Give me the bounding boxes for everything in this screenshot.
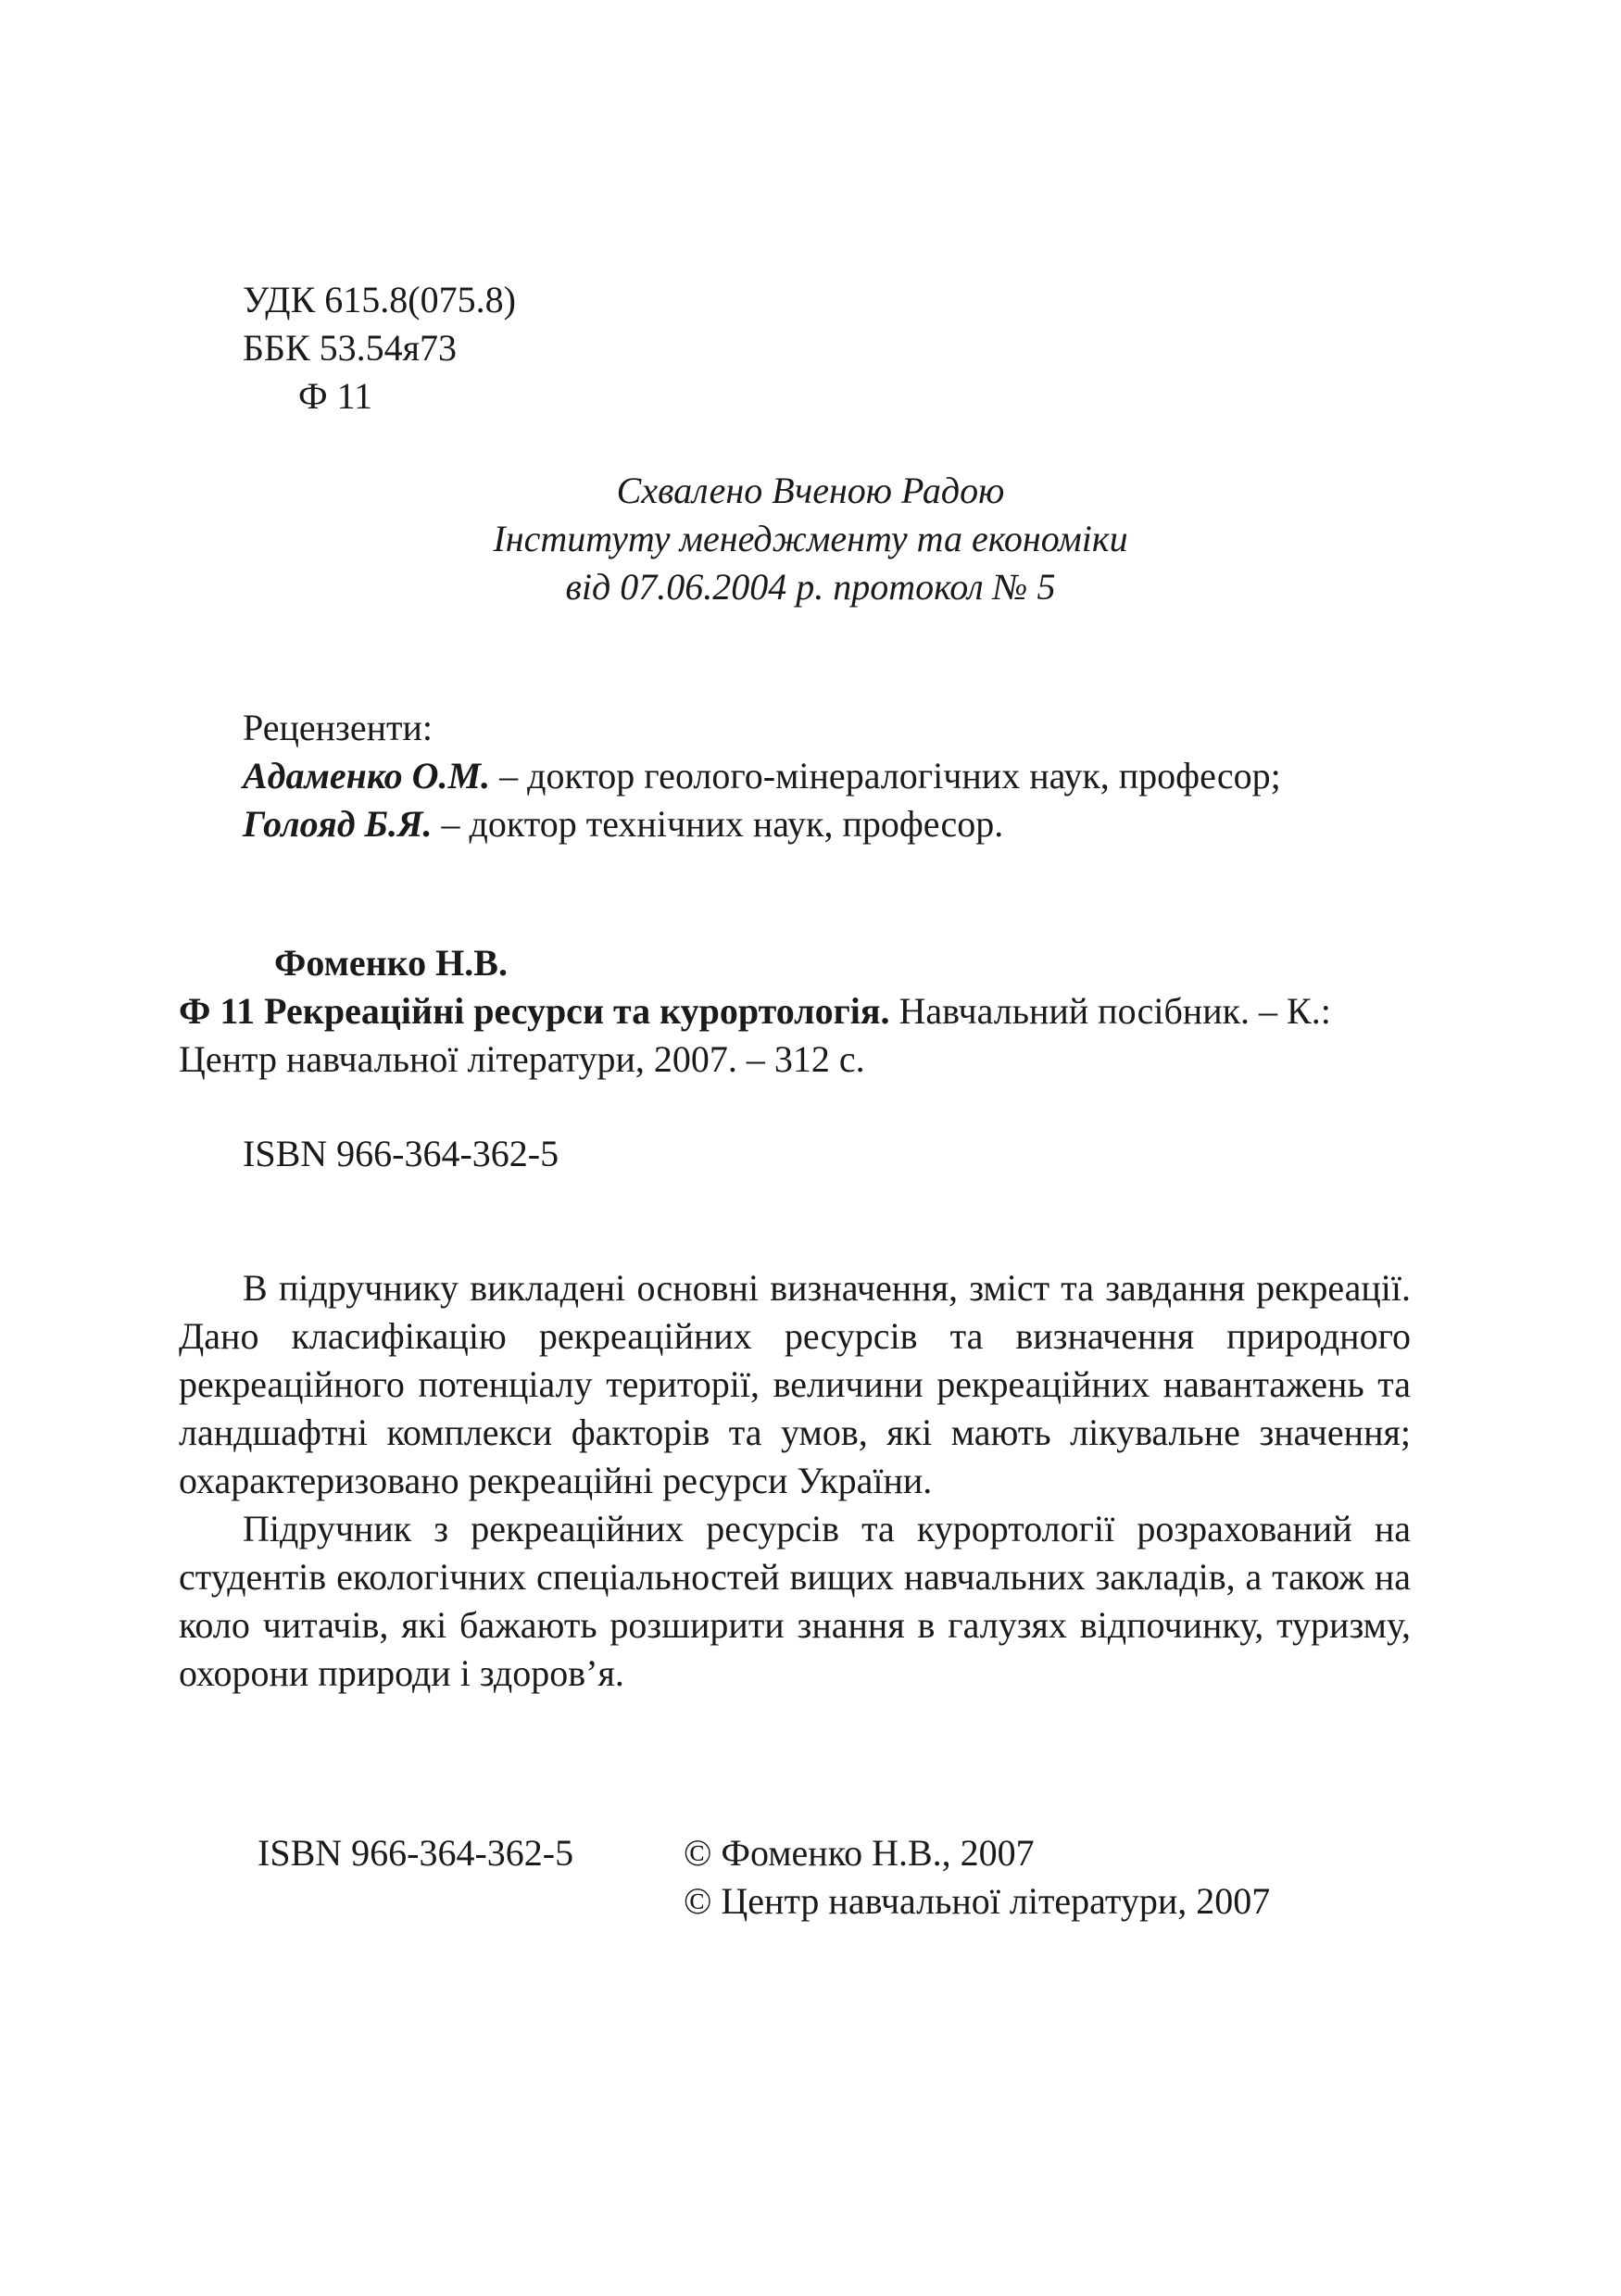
annotation-paragraph-1: В підручнику викладені основні визначення, зміст та завдання рекреації. Дано класифікацію рекреаційних ресурсів та визначення природного рекреаційного потенціалу території, величини рекреаційних навантажень та ландшафтні комплекси факторів та умов, які мають лікувальне значення; охарактеризовано рекреаційні ресурси України. bbox=[179, 1267, 1411, 1501]
biblio-author: Фоменко Н.В. bbox=[274, 942, 508, 984]
approval-line-2: Інституту менеджменту та економіки bbox=[493, 518, 1128, 559]
biblio-publication-info: Навчальний посібник. – К.: bbox=[889, 990, 1331, 1032]
reviewer-name: Адаменко О.М. bbox=[243, 755, 491, 797]
biblio-title: Ф 11 Рекреаційні ресурси та курортологія. bbox=[179, 990, 890, 1032]
approval-line-1: Схвалено Вченою Радою bbox=[616, 470, 1005, 511]
bibliographic-entry bbox=[179, 939, 1411, 1084]
reviewer-description: – доктор технічних наук, професор. bbox=[432, 803, 1004, 845]
reviewers-heading: Рецензенти: bbox=[243, 707, 433, 748]
classification-block bbox=[243, 276, 516, 420]
reviewer-description: – доктор геолого-мінералогічних наук, професор; bbox=[490, 755, 1281, 797]
author-sign-code: Ф 11 bbox=[298, 375, 373, 417]
copyright-publisher: © Центр навчальної літератури, 2007 bbox=[684, 1880, 1271, 1922]
udk-code: УДК 615.8(075.8) bbox=[243, 279, 516, 320]
approval-note bbox=[0, 467, 1621, 611]
annotation-paragraph-2: Підручник з рекреаційних ресурсів та курортології розрахований на студентів екологічних спеціальностей вищих навчальних закладів, а також на коло читачів, які бажають розширити знання в галузях відпочинку, туризму, охорони природи і здоров’я. bbox=[179, 1508, 1411, 1694]
biblio-publisher-line: Центр навчальної літератури, 2007. – 312 с. bbox=[179, 1038, 865, 1080]
copyright-author: © Фоменко Н.В., 2007 bbox=[684, 1832, 1035, 1874]
copyright-block bbox=[258, 1829, 1270, 1926]
reviewer-item bbox=[243, 800, 1281, 848]
approval-line-3: від 07.06.2004 р. протокол № 5 bbox=[565, 566, 1056, 608]
reviewer-item bbox=[243, 752, 1281, 800]
biblio-title-line bbox=[179, 987, 1411, 1035]
reviewers-block bbox=[243, 704, 1281, 848]
reviewer-name: Голояд Б.Я. bbox=[243, 803, 433, 845]
isbn: ISBN 966-364-362-5 bbox=[243, 1133, 559, 1174]
annotation bbox=[179, 1264, 1411, 1698]
bbk-code: ББК 53.54я73 bbox=[243, 327, 458, 369]
copyright-isbn: ISBN 966-364-362-5 bbox=[258, 1832, 574, 1874]
